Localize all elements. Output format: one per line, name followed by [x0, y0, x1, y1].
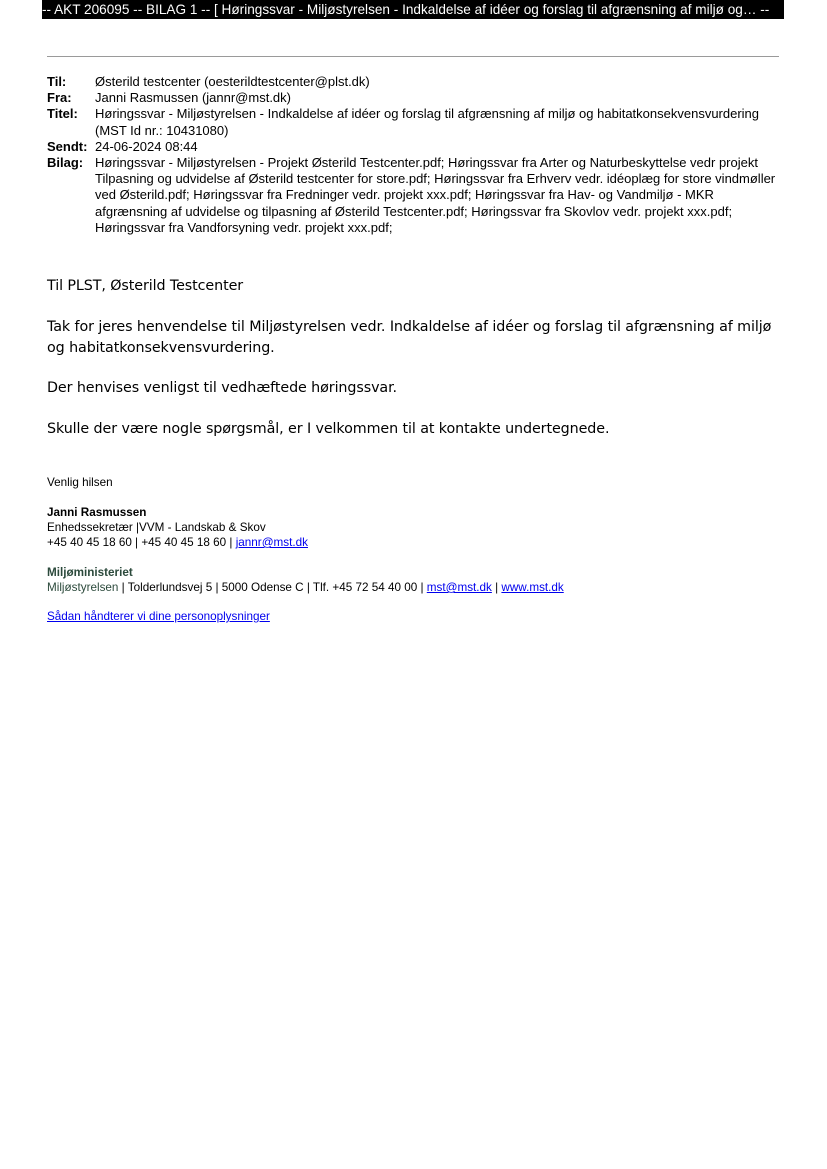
privacy-block [47, 609, 787, 624]
header-divider [47, 56, 779, 57]
sent-label: Sendt: [47, 138, 88, 154]
signature-contact [47, 535, 787, 550]
attachments-value: Høringssvar - Miljøstyrelsen - Projekt Østerild Testcenter.pdf; Høringssvar fra Arter og Naturbeskyttelse vedr projekt Tilpasning og udvidelse af Østerild testcenter for store.pdf; Høringssvar fra Erhverv vedr. idéoplæg for store vindmøller ved Østerild.pdf; Høringssvar fra Fredninger vedr. projekt xxx.pdf; Høringssvar fra Hav- og Vandmiljø - MKR afgrænsning af udvidelse og tilpasning af Østerild Testcenter.pdf; Høringssvar fra Skovlov vedr. projekt xxx.pdf; Høringssvar fra Vandforsyning vedr. projekt xxx.pdf; [95, 155, 776, 235]
header-row-title [47, 106, 783, 138]
organization-block [47, 565, 787, 595]
title-label: Titel: [47, 106, 78, 122]
signature-block [47, 505, 787, 550]
header-row-from [47, 90, 783, 106]
header-row-to [47, 74, 783, 90]
header-row-sent [47, 139, 783, 155]
signature-name: Janni Rasmussen [47, 506, 147, 519]
privacy-policy-link[interactable]: Sådan håndterer vi dine personoplysninger [47, 610, 270, 623]
banner-text: -- AKT 206095 -- BILAG 1 -- [ Høringssvar - Miljøstyrelsen - Indkaldelse af idéer og forslag til afgrænsning af miljø og… -- [42, 2, 770, 17]
from-label: Fra: [47, 90, 72, 106]
body-paragraph-3: Skulle der være nogle spørgsmål, er I velkommen til at kontakte undertegnede. [47, 421, 610, 437]
agency-address: | Tolderlundsvej 5 | 5000 Odense C | Tlf. +45 72 54 40 00 | [118, 581, 427, 594]
title-value: Høringssvar - Miljøstyrelsen - Indkaldelse af idéer og forslag til afgrænsning af miljø og habitatkonsekvensvurdering (MST Id nr.: 10431080) [95, 106, 760, 138]
signature-role: Enhedssekretær |VVM - Landskab & Skov [47, 521, 266, 534]
sent-value: 24-06-2024 08:44 [95, 138, 198, 154]
body-paragraph-1: Tak for jeres henvendelse til Miljøstyrelsen vedr. Indkaldelse af idéer og forslag til afgrænsning af miljø og habitatkonsekvensvurdering. [47, 319, 772, 356]
signature-phones: +45 40 45 18 60 | +45 40 45 18 60 | [47, 536, 236, 549]
organization-contact [47, 580, 787, 595]
contact-separator: | [491, 581, 502, 594]
from-value: Janni Rasmussen (jannr@mst.dk) [95, 90, 291, 106]
closing: Venlig hilsen [47, 476, 113, 489]
document-banner [42, 0, 784, 19]
agency-name: Miljøstyrelsen [47, 581, 119, 594]
ministry-name: Miljøministeriet [47, 566, 133, 579]
to-label: Til: [47, 74, 67, 89]
attachments-label: Bilag: [47, 155, 84, 171]
greeting: Til PLST, Østerild Testcenter [47, 278, 244, 294]
to-value: Østerild testcenter (oesterildtestcenter@plst.dk) [95, 74, 370, 89]
body-paragraph-2: Der henvises venligst til vedhæftede høringssvar. [47, 380, 398, 396]
header-row-attachments [47, 155, 783, 236]
website-link[interactable]: www.mst.dk [501, 581, 564, 594]
email-header [47, 74, 783, 236]
agency-email-link[interactable]: mst@mst.dk [426, 581, 492, 594]
signature-email-link[interactable]: jannr@mst.dk [235, 536, 308, 549]
